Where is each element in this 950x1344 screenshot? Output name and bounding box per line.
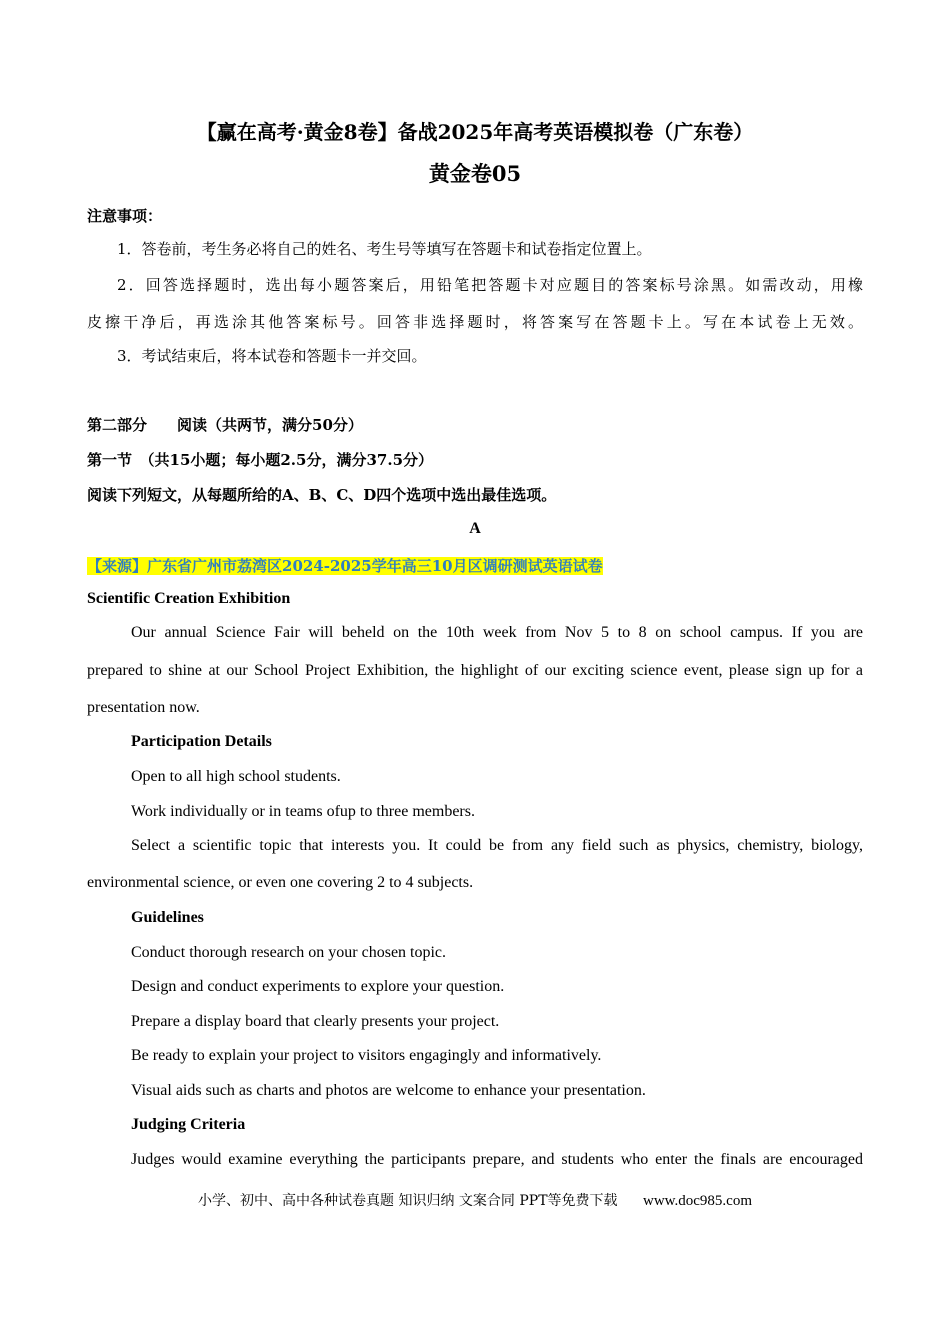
passage-letter: A	[469, 520, 481, 537]
guideline-item-4: Be ready to explain your project to visitors engagingly and informatively.	[131, 1047, 602, 1064]
note-item-2-line-2: 皮擦干净后，再选涂其他答案标号。回答非选择题时，将答案写在答题卡上。写在本试卷上无效。	[87, 313, 863, 331]
participation-item-2: Work individually or in teams ofup to three members.	[131, 803, 475, 820]
judging-heading: Judging Criteria	[131, 1116, 246, 1133]
passage-intro-line-1: Our annual Science Fair will beheld on the 10th week from Nov 5 to 8 on school campus. If you are	[131, 624, 863, 641]
participation-item-3-line-1: Select a scientific topic that interests you. It could be from any field such as physics, chemistry, biology,	[131, 837, 863, 854]
document-subtitle: 黄金卷05	[428, 161, 522, 186]
document-title: 【赢在高考·黄金8卷】备战2025年高考英语模拟卷（广东卷）	[196, 120, 754, 144]
guideline-item-3: Prepare a display board that clearly presents your project.	[131, 1013, 500, 1030]
page-footer	[0, 1190, 950, 1210]
guidelines-heading: Guidelines	[131, 909, 204, 926]
footer-url[interactable]: www.doc985.com	[642, 1193, 752, 1209]
passage-intro-line-2: prepared to shine at our School Project Exhibition, the highlight of our exciting science event, please sign up for a	[87, 662, 863, 679]
note-item-1: 1．答卷前，考生务必将自己的姓名、考生号等填写在答题卡和试卷指定位置上。	[117, 240, 652, 258]
section-part-heading: 第二部分 阅读（共两节，满分50分）	[87, 416, 363, 434]
participation-heading: Participation Details	[131, 733, 272, 750]
notes-heading: 注意事项：	[87, 207, 163, 225]
section-instruction: 阅读下列短文，从每题所给的A、B、C、D四个选项中选出最佳选项。	[87, 486, 557, 504]
passage-intro-line-3: presentation now.	[87, 699, 200, 716]
judging-line-1: Judges would examine everything the participants prepare, and students who enter the finals are encouraged	[131, 1151, 863, 1168]
participation-item-3-line-2: environmental science, or even one covering 2 to 4 subjects.	[87, 874, 474, 891]
source-highlight: 【来源】广东省广州市荔湾区2024-2025学年高三10月区调研测试英语试卷	[87, 557, 603, 575]
participation-item-1: Open to all high school students.	[131, 768, 341, 785]
note-item-3: 3．考试结束后，将本试卷和答题卡一并交回。	[117, 347, 427, 365]
note-item-2-line-1: 2．回答选择题时，选出每小题答案后，用铅笔把答题卡对应题目的答案标号涂黑。如需改动，用橡	[117, 276, 863, 294]
guideline-item-1: Conduct thorough research on your chosen topic.	[131, 944, 447, 961]
section-subpart-heading: 第一节 （共15小题；每小题2.5分，满分37.5分）	[87, 451, 434, 469]
passage-source	[87, 555, 863, 576]
passage-title: Scientific Creation Exhibition	[87, 590, 291, 607]
guideline-item-2: Design and conduct experiments to explore your question.	[131, 978, 505, 995]
guideline-item-5: Visual aids such as charts and photos are welcome to enhance your presentation.	[131, 1082, 646, 1099]
footer-text: 小学、初中、高中各种试卷真题 知识归纳 文案合同 PPT等免费下载	[198, 1193, 618, 1209]
